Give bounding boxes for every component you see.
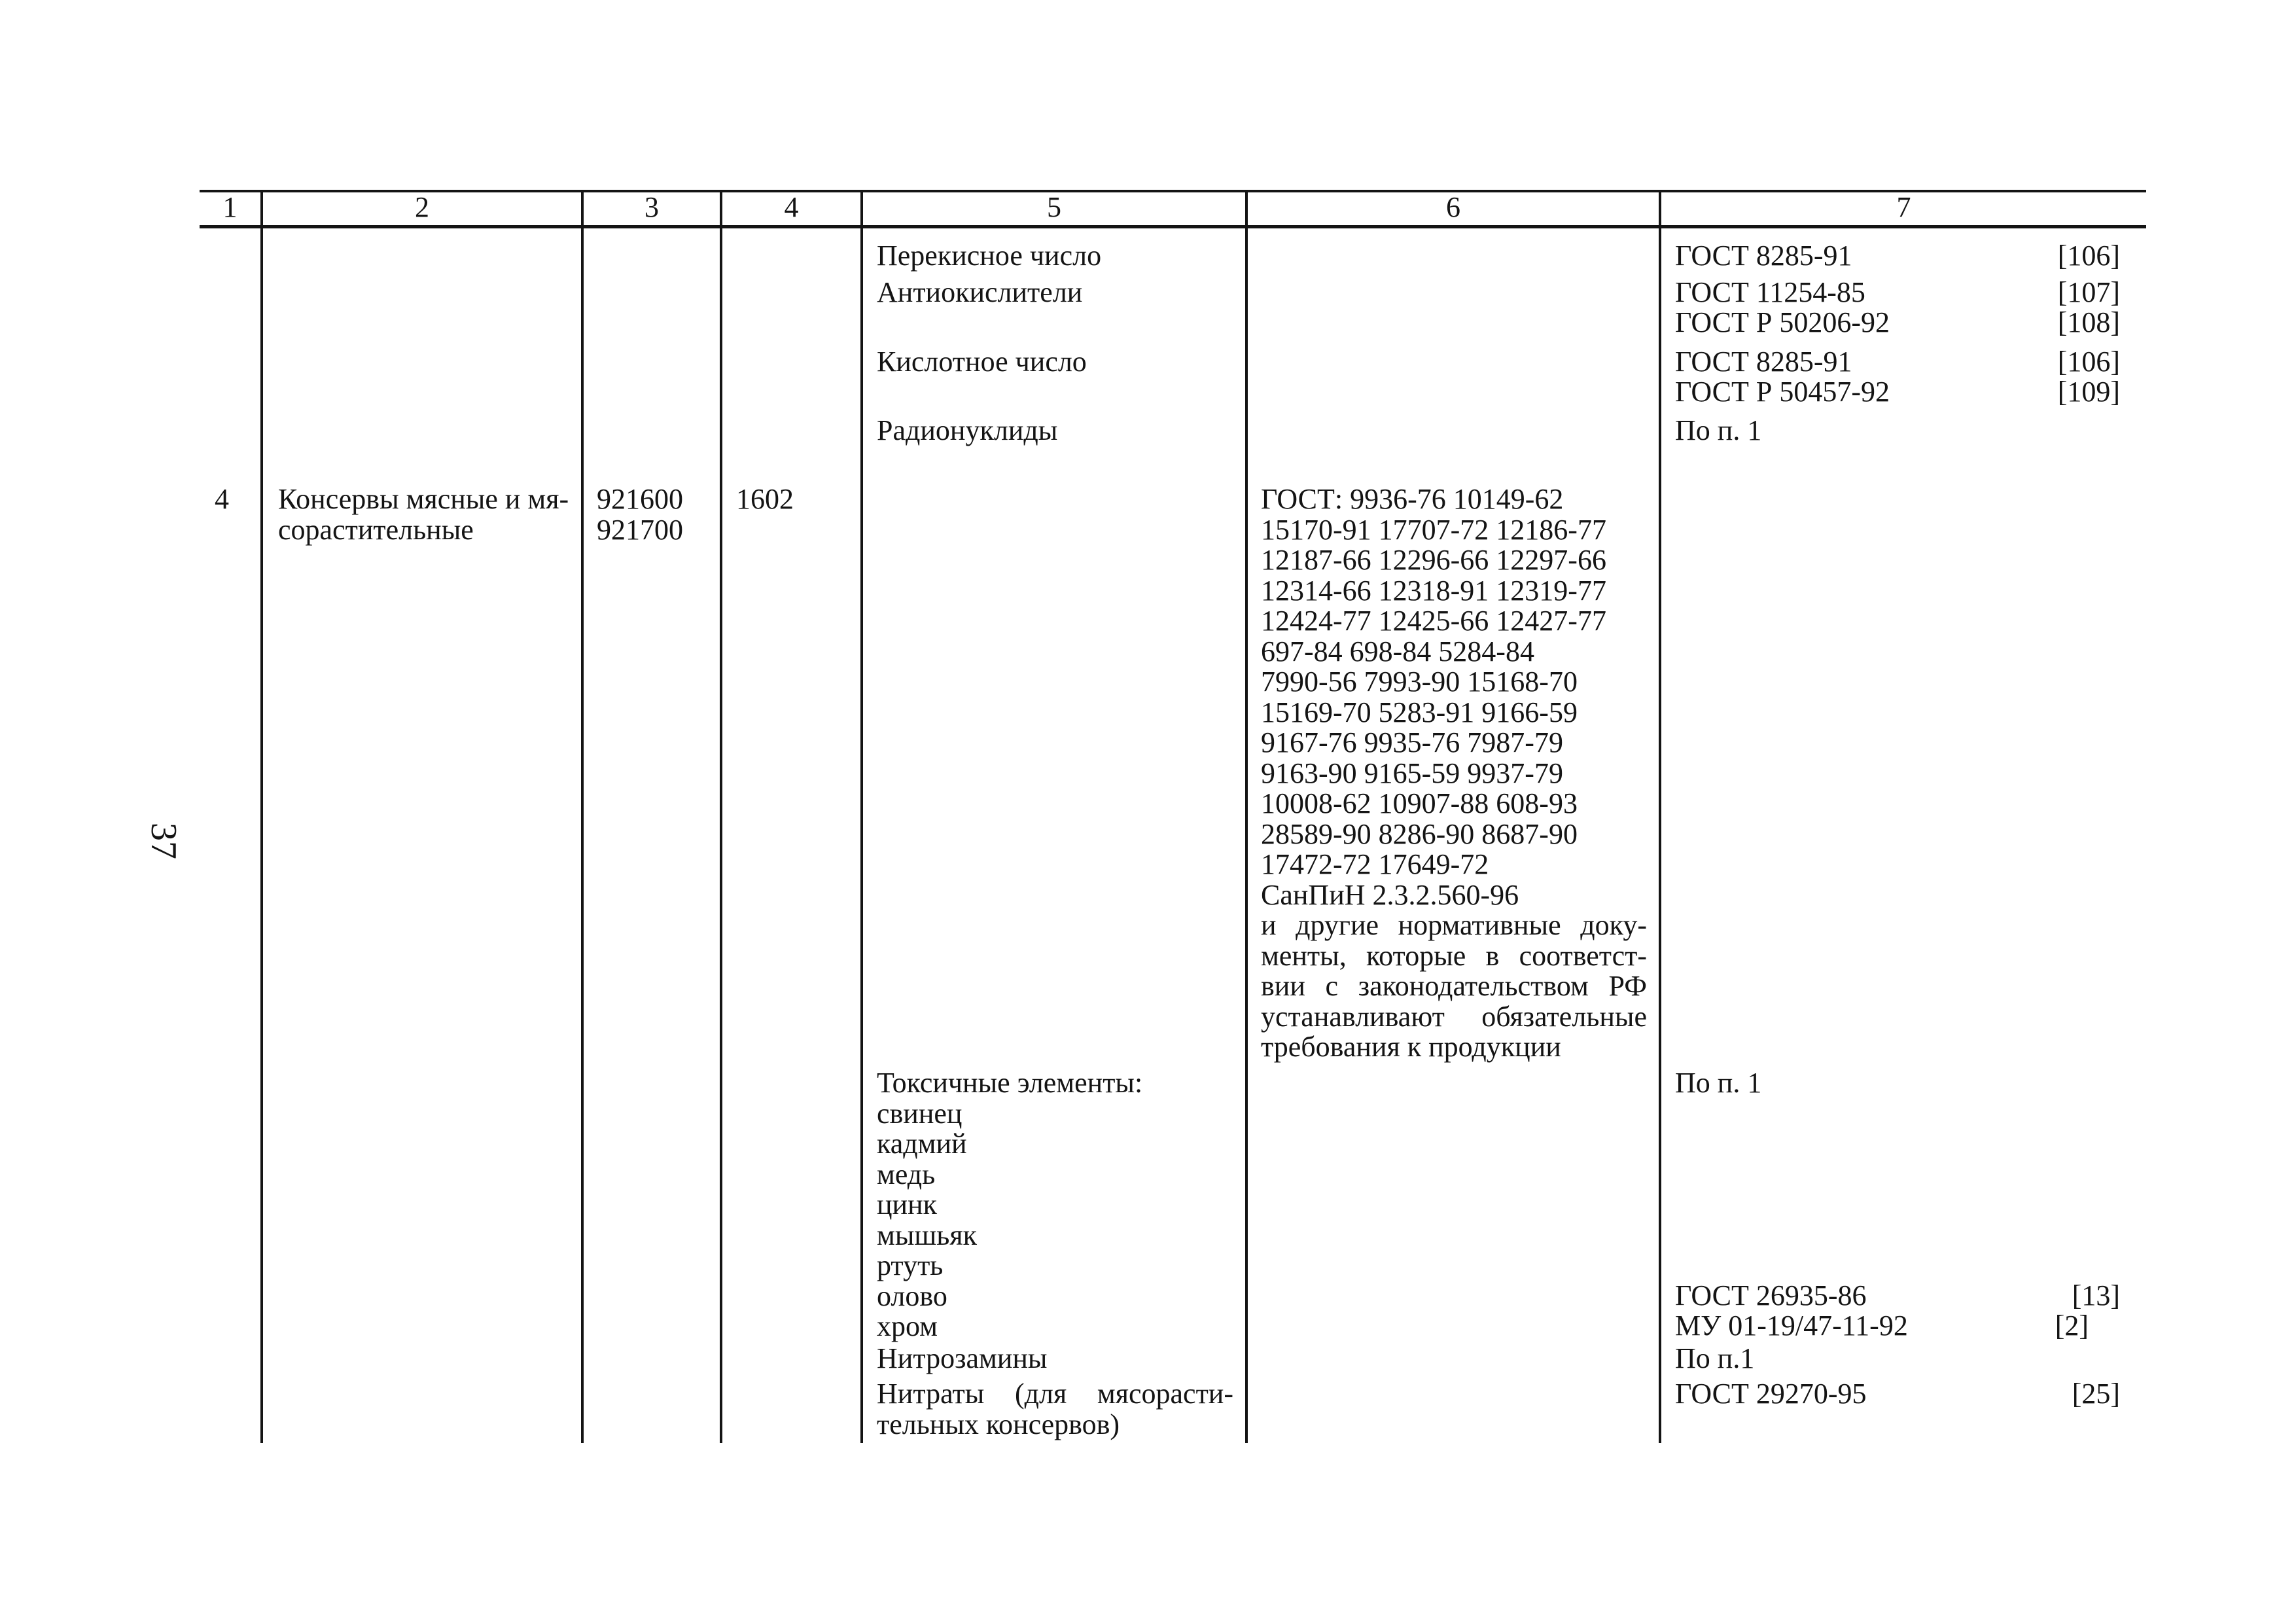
method-doc: По п.1 [1675,1342,1755,1374]
indicator-line: кадмий [877,1128,967,1160]
standards-line: 697-84 698-84 5284-84 [1261,635,1534,668]
method-doc: ГОСТ Р 50206-92 [1675,306,1890,338]
indicator-nitrates [877,1379,1233,1440]
column-header-4: 4 [784,191,799,223]
product-name [278,484,569,545]
column-header-5: 5 [1047,191,1061,223]
indicator-line: ртуть [877,1249,944,1281]
column-header-7: 7 [1896,191,1911,223]
column-divider [581,190,584,1443]
column-divider [260,190,263,1443]
standards-line: СанПиН 2.3.2.560-96 [1261,878,1519,911]
indicator-radionuclides: Радионуклиды [877,414,1058,446]
indicator-line: тельных консервов) [877,1408,1120,1440]
method-doc: ГОСТ 11254-85 [1675,276,1865,308]
standards-list [1261,484,1606,910]
column-header-6: 6 [1446,191,1460,223]
indicator-nitrosamines: Нитрозамины [877,1342,1048,1374]
product-codes [597,484,683,545]
column-header-2: 2 [415,191,429,223]
reference-number: [106] [2057,240,2120,272]
method-doc: ГОСТ 29270-95 [1675,1378,1867,1410]
indicator-line: мышьяк [877,1219,977,1251]
product-code: 921600 [597,483,683,515]
standards-line: 7990-56 7993-90 15168-70 [1261,666,1578,698]
page-number: 37 [143,823,184,859]
method-doc: ГОСТ 8285-91 [1675,346,1852,378]
product-name-line: сорастительные [278,513,474,546]
standards-line: 17472-72 17649-72 [1261,848,1489,880]
indicator-line: хром [877,1310,938,1342]
indicator-line: медь [877,1158,936,1190]
indicator-acid-value: Кислотное число [877,346,1087,378]
standards-note-line: устанавливают обязательные [1261,1000,1647,1033]
table-header-rule [200,225,2146,228]
standards-line: 10008-62 10907-88 608-93 [1261,787,1578,819]
standards-line: 15170-91 17707-72 12186-77 [1261,513,1606,546]
standards-note-line: менты, которые в соответст- [1261,939,1647,972]
reference-number: [13] [2072,1279,2120,1311]
standards-line: 28589-90 8286-90 8687-90 [1261,817,1578,850]
standards-line: 12314-66 12318-91 12319-77 [1261,574,1606,607]
column-header-1: 1 [222,191,238,223]
standards-line: ГОСТ: 9936-76 10149-62 [1261,483,1564,515]
standards-note-line: требования к продукции [1261,1031,1561,1063]
method-doc: МУ 01-19/47-11-92 [1675,1310,1908,1342]
column-divider [1659,190,1661,1443]
method-doc: По п. 1 [1675,1067,1762,1099]
toxic-elements-list [877,1068,1142,1342]
reference-number: [107] [2057,276,2120,308]
column-divider [720,190,722,1443]
row-number: 4 [215,483,229,515]
method-doc: ГОСТ 26935-86 [1675,1279,1867,1311]
column-header-3: 3 [645,191,659,223]
standards-note-line: и другие нормативные доку- [1261,909,1647,941]
standards-line: 9163-90 9165-59 9937-79 [1261,757,1563,789]
standards-line: 12187-66 12296-66 12297-66 [1261,544,1606,576]
indicator-antioxidants: Антиокислители [877,276,1083,308]
method-doc: По п. 1 [1675,414,1762,446]
standards-line: 15169-70 5283-91 9166-59 [1261,696,1578,728]
method-doc: ГОСТ Р 50457-92 [1675,376,1890,408]
reference-number: [109] [2057,376,2120,408]
standards-line: 9167-76 9935-76 7987-79 [1261,726,1563,758]
indicator-peroxide-value: Перекисное число [877,240,1102,272]
reference-number: [25] [2072,1378,2120,1410]
method-doc: ГОСТ 8285-91 [1675,240,1852,272]
tnved-code: 1602 [736,483,794,515]
standards-line: 12424-77 12425-66 12427-77 [1261,605,1606,637]
reference-number: [106] [2057,346,2120,378]
standards-note [1261,910,1647,1063]
indicator-line: свинец [877,1097,963,1130]
column-divider [860,190,863,1443]
product-code: 921700 [597,513,683,546]
indicator-line: олово [877,1279,947,1312]
reference-number: [108] [2057,306,2120,338]
column-divider [1245,190,1248,1443]
indicator-line: Нитраты (для мясорасти- [877,1378,1233,1410]
product-name-line: Консервы мясные и мя- [278,483,569,515]
standards-note-line: вии с законодательством РФ [1261,970,1647,1002]
reference-number: [2] [2055,1310,2089,1342]
indicator-line: цинк [877,1188,938,1221]
indicator-line: Токсичные элементы: [877,1067,1143,1099]
